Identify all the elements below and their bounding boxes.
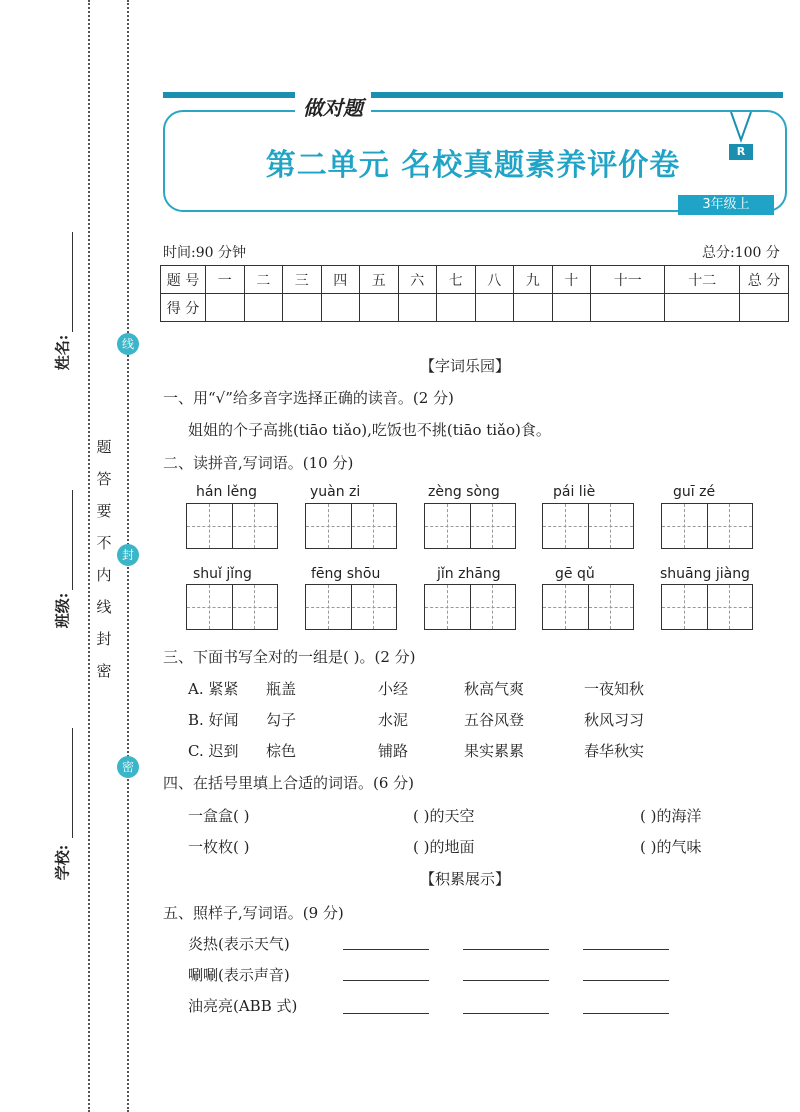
section-title-accumulation: 【积累展示】 [420,870,511,888]
table-cell: 九 [514,266,553,294]
option-a-word: 一夜知秋 [584,680,645,698]
pinyin-label: pái liè [553,484,596,500]
seal-char: 内 [96,566,112,584]
writing-grid[interactable] [542,503,634,549]
score-cell[interactable] [206,294,245,322]
question-3: 三、下面书写全对的一组是( )。(2 分) [163,648,416,666]
example-word: 炎热(表示天气) [188,935,290,953]
option-b-word: 秋风习习 [584,711,645,729]
table-cell: 十 [552,266,591,294]
score-cell[interactable] [321,294,360,322]
writing-grid[interactable] [542,584,634,630]
score-table-score-row [161,294,789,322]
answer-blank[interactable] [343,949,429,950]
edition-tag: R [729,144,753,160]
option-b-word: 勾子 [266,711,297,729]
option-a-word: 瓶盖 [266,680,297,698]
score-cell[interactable] [514,294,553,322]
score-cell[interactable] [283,294,322,322]
seal-char: 封 [96,630,112,648]
name-label: 姓名: [53,334,72,371]
option-a-word: 小经 [378,680,409,698]
seal-char: 要 [96,502,112,520]
option-c-word: 果实累累 [464,742,525,760]
pinyin-label: guī zé [673,484,716,500]
school-label: 学校: [53,844,72,881]
writing-grid[interactable] [186,503,278,549]
table-cell: 题 号 [161,266,206,294]
table-cell: 八 [475,266,514,294]
table-cell: 五 [360,266,399,294]
table-cell: 三 [283,266,322,294]
pinyin-label: hán lěng [196,484,258,500]
option-c-word: 铺路 [378,742,409,760]
answer-blank[interactable] [343,980,429,981]
fill-in-item[interactable]: ( )的气味 [640,838,702,856]
score-cell[interactable] [591,294,665,322]
class-label: 班级: [53,592,72,629]
option-b-word: 水泥 [378,711,409,729]
pinyin-label: yuàn zi [310,484,361,500]
header-top-bar [163,92,783,98]
option-c-word: C. 迟到 [188,742,239,760]
score-cell[interactable] [475,294,514,322]
seal-char: 不 [96,534,112,552]
fill-in-item[interactable]: 一枚枚( ) [188,838,250,856]
option-c-word: 棕色 [266,742,297,760]
score-table-header-row [161,266,789,294]
page-title: 第二单元 名校真题素养评价卷 [265,148,681,183]
name-field[interactable] [72,232,73,332]
example-word: 唰唰(表示声音) [188,966,290,984]
table-cell: 一 [206,266,245,294]
score-cell[interactable] [360,294,399,322]
writing-grid[interactable] [305,584,397,630]
writing-grid[interactable] [424,503,516,549]
example-word: 油亮亮(ABB 式) [188,997,298,1015]
question-2: 二、读拼音,写词语。(10 分) [163,454,354,472]
writing-grid[interactable] [305,503,397,549]
question-1-sentence: 姐姐的个子高挑(tiāo tiǎo),吃饭也不挑(tiāo tiǎo)食。 [188,421,551,439]
fill-in-item[interactable]: 一盒盒( ) [188,807,250,825]
answer-blank[interactable] [463,980,549,981]
school-field[interactable] [72,728,73,838]
seal-char: 题 [96,438,112,456]
pinyin-label: shuāng jiàng [660,566,750,582]
seal-char: 答 [96,470,112,488]
writing-grid[interactable] [186,584,278,630]
pinyin-label: zèng sòng [428,484,500,500]
seal-circle-seal: 封 [117,544,139,566]
exam-total: 总分:100 分 [702,245,780,261]
question-4: 四、在括号里填上合适的词语。(6 分) [163,774,415,792]
answer-blank[interactable] [463,949,549,950]
class-field[interactable] [72,490,73,590]
pinyin-label: gē qǔ [555,566,595,582]
option-b-word: 五谷风登 [464,711,525,729]
score-cell[interactable] [552,294,591,322]
pinyin-label: jǐn zhāng [437,566,501,582]
question-1: 一、用“√”给多音字选择正确的读音。(2 分) [163,389,454,407]
option-a-word: A. 紧紧 [188,680,239,698]
option-a-word: 秋高气爽 [464,680,525,698]
table-cell: 总 分 [740,266,789,294]
answer-blank[interactable] [583,980,669,981]
ribbon-icon [727,112,755,146]
writing-grid[interactable] [661,503,753,549]
option-b-word: B. 好闻 [188,711,239,729]
table-cell: 十一 [591,266,665,294]
brand-badge: 做对题 [295,92,371,118]
exam-time: 时间:90 分钟 [163,245,246,261]
score-cell[interactable] [665,294,740,322]
table-cell: 十二 [665,266,740,294]
score-cell[interactable] [437,294,476,322]
seal-char: 线 [96,598,112,616]
table-cell: 二 [244,266,283,294]
table-cell: 得 分 [161,294,206,322]
table-cell: 七 [437,266,476,294]
grade-label: 3年级上 [678,195,774,215]
seal-circle-secret: 密 [117,756,139,778]
pinyin-label: fēng shōu [311,566,381,582]
seal-char: 密 [96,662,112,680]
answer-blank[interactable] [463,1013,549,1014]
binding-dotted-line-outer [88,0,90,1112]
writing-grid[interactable] [661,584,753,630]
writing-grid[interactable] [424,584,516,630]
fill-in-item[interactable]: ( )的天空 [413,807,475,825]
table-cell: 六 [398,266,437,294]
fill-in-item[interactable]: ( )的海洋 [640,807,702,825]
score-cell[interactable] [244,294,283,322]
question-5: 五、照样子,写词语。(9 分) [163,904,344,922]
pinyin-label: shuǐ jǐng [193,566,252,582]
table-cell: 四 [321,266,360,294]
answer-blank[interactable] [583,949,669,950]
score-cell[interactable] [740,294,789,322]
seal-circle-line: 线 [117,333,139,355]
answer-blank[interactable] [343,1013,429,1014]
option-c-word: 春华秋实 [584,742,645,760]
score-cell[interactable] [398,294,437,322]
score-table [160,265,789,322]
section-title-words: 【字词乐园】 [420,357,511,375]
answer-blank[interactable] [583,1013,669,1014]
fill-in-item[interactable]: ( )的地面 [413,838,475,856]
